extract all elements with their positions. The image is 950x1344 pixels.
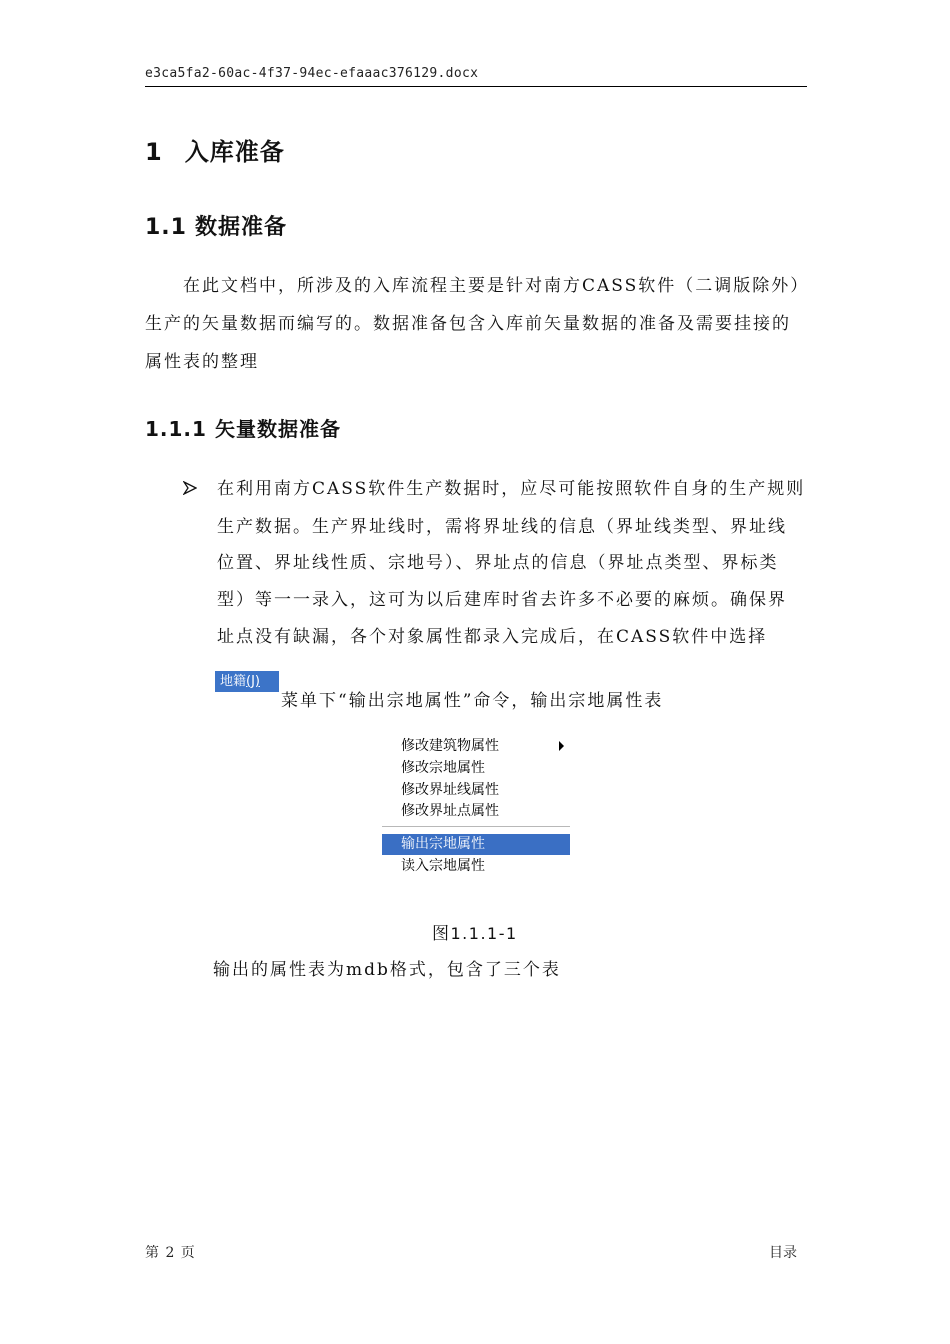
page-number-footer: 第 2 页 xyxy=(145,1245,196,1261)
menu-item-modify-boundary-point-attributes[interactable] xyxy=(382,801,570,822)
bullet-line-2: 生产数据。生产界址线时，需将界址线的信息（界址线类型、界址线 xyxy=(217,517,787,537)
menu-item-label: 修改界址线属性 xyxy=(401,782,499,798)
cadastral-menu-accelerator: (J) xyxy=(246,674,260,689)
figure-caption xyxy=(432,919,518,944)
menu-item-label: 修改宗地属性 xyxy=(401,760,485,776)
bullet-menu-instruction: 菜单下“输出宗地属性”命令，输出宗地属性表 xyxy=(281,691,664,711)
figure-caption-prefix: 图 xyxy=(432,924,451,944)
heading-3-number: 1.1.1 xyxy=(145,417,207,441)
menu-item-label: 修改界址点属性 xyxy=(401,803,499,819)
submenu-arrow-icon xyxy=(559,741,564,751)
heading-2-title: 数据准备 xyxy=(194,215,287,240)
document-filename-header: e3ca5fa2-60ac-4f37-94ec-efaaac376129.docx xyxy=(145,66,479,81)
menu-item-modify-boundary-line-attributes[interactable] xyxy=(382,780,570,801)
heading-1-title: 入库准备 xyxy=(184,138,285,166)
menu-item-label: 输出宗地属性 xyxy=(401,836,485,852)
cadastral-menu-button[interactable] xyxy=(215,671,279,692)
cadastral-menu-label: 地籍 xyxy=(220,674,247,689)
heading-1-number: 1 xyxy=(145,138,163,166)
bullet-line-1: 在利用南方CASS软件生产数据时，应尽可能按照软件自身的生产规则 xyxy=(217,479,806,499)
menu-item-import-parcel-attributes[interactable] xyxy=(382,856,570,877)
arrow-bullet-icon xyxy=(183,480,197,494)
menu-item-modify-parcel-attributes[interactable] xyxy=(382,758,570,779)
heading-3 xyxy=(145,413,341,442)
after-figure-text: 输出的属性表为mdb格式，包含了三个表 xyxy=(213,960,561,980)
bullet-line-5: 址点没有缺漏，各个对象属性都录入完成后，在CASS软件中选择 xyxy=(217,627,768,647)
heading-2-number: 1.1 xyxy=(145,215,187,240)
bullet-line-4: 型）等一一录入，这可为以后建库时省去许多不必要的麻烦。确保界 xyxy=(217,590,787,610)
header-divider xyxy=(145,86,807,87)
menu-item-export-parcel-attributes[interactable] xyxy=(382,834,570,855)
menu-separator xyxy=(382,826,570,827)
heading-2 xyxy=(145,210,287,241)
figure-caption-number: 1.1.1-1 xyxy=(450,924,518,943)
menu-item-modify-building-attributes[interactable] xyxy=(382,736,570,757)
cadastral-context-menu xyxy=(382,736,572,878)
bullet-line-3: 位置、界址线性质、宗地号）、界址点的信息（界址点类型、界标类 xyxy=(217,553,779,573)
heading-1 xyxy=(145,132,285,167)
intro-paragraph-line-2: 生产的矢量数据而编写的。数据准备包含入库前矢量数据的准备及需要挂接的 xyxy=(145,314,791,334)
intro-paragraph-line-3: 属性表的整理 xyxy=(145,352,259,372)
footer-toc-label: 目录 xyxy=(769,1245,797,1261)
intro-paragraph-line-1: 在此文档中，所涉及的入库流程主要是针对南方CASS软件（二调版除外） xyxy=(183,276,810,296)
menu-item-label: 修改建筑物属性 xyxy=(401,738,499,754)
menu-item-label: 读入宗地属性 xyxy=(401,858,485,874)
heading-3-title: 矢量数据准备 xyxy=(214,417,341,441)
